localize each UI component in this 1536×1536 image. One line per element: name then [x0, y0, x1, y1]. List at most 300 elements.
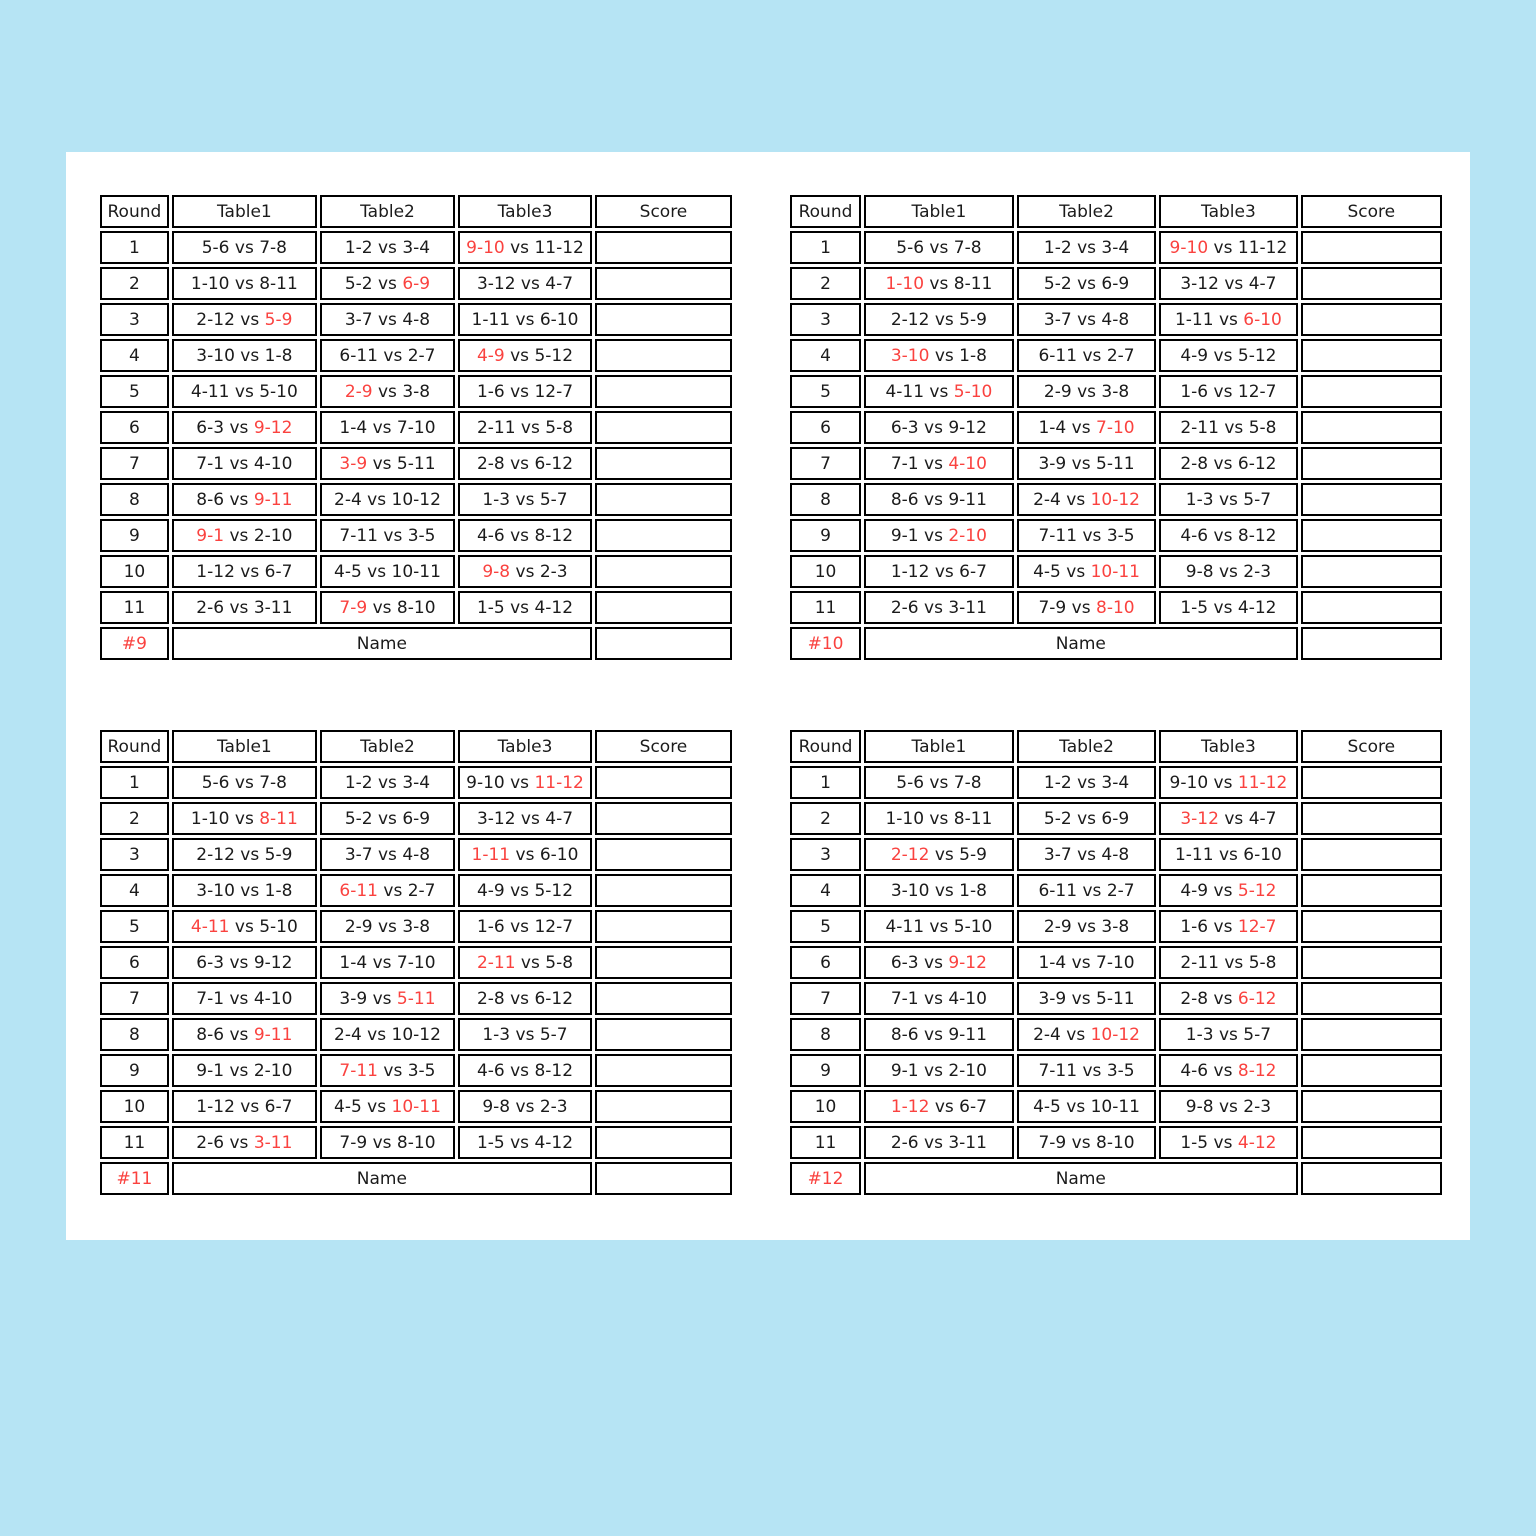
match-pair-b: 6-9 — [402, 273, 431, 294]
column-header-table3: Table3 — [1159, 195, 1297, 228]
match-pair-b: 12-7 — [534, 381, 574, 402]
match-pair-b: 8-10 — [1096, 1132, 1135, 1153]
match-pair-a: 9-10 — [466, 237, 505, 258]
card-number-cell: #10 — [790, 627, 861, 660]
match-pair-b: 3-5 — [1106, 525, 1135, 546]
match-pair-a: 1-3 — [1185, 1024, 1214, 1045]
match-cell: 2-9 vs 3-8 — [320, 910, 455, 943]
score-cell — [1301, 591, 1442, 624]
match-pair-a: 2-12 — [890, 844, 930, 865]
match-pair-b: 8-12 — [1237, 1060, 1277, 1081]
round-number-cell: 8 — [790, 483, 861, 516]
match-pair-b: 5-11 — [396, 988, 436, 1009]
match-cell: 3-9 vs 5-11 — [320, 982, 455, 1015]
match-cell: 2-12 vs 5-9 — [864, 838, 1014, 871]
match-cell: 8-6 vs 9-11 — [172, 1018, 317, 1051]
match-cell: 3-12 vs 4-7 — [1159, 267, 1297, 300]
score-cell — [1301, 874, 1442, 907]
match-cell: 1-12 vs 6-7 — [864, 1090, 1014, 1123]
match-pair-a: 3-9 — [1038, 453, 1067, 474]
match-pair-b: 3-11 — [948, 597, 987, 618]
match-cell: 4-5 vs 10-11 — [1017, 555, 1157, 588]
match-pair-a: 4-5 — [334, 561, 362, 582]
match-cell: 2-12 vs 5-9 — [864, 303, 1014, 336]
round-number-cell: 9 — [100, 1054, 169, 1087]
match-cell: 2-9 vs 3-8 — [320, 375, 455, 408]
column-header-round: Round — [790, 195, 861, 228]
name-cell: Name — [172, 627, 592, 660]
match-pair-b: 11-12 — [1237, 237, 1288, 258]
round-row — [790, 874, 1442, 907]
match-pair-a: 4-11 — [885, 381, 925, 402]
match-pair-a: 5-2 — [344, 273, 373, 294]
match-cell: 1-5 vs 4-12 — [458, 591, 592, 624]
match-pair-a: 3-7 — [344, 309, 373, 330]
match-cell: 7-11 vs 3-5 — [1017, 1054, 1157, 1087]
match-pair-a: 3-10 — [890, 880, 930, 901]
round-row — [790, 1126, 1442, 1159]
match-pair-a: 2-12 — [196, 309, 235, 330]
match-cell: 6-11 vs 2-7 — [1017, 874, 1157, 907]
match-pair-a: 5-2 — [1043, 273, 1072, 294]
score-cell — [1301, 982, 1442, 1015]
match-cell: 3-12 vs 4-7 — [458, 802, 592, 835]
match-cell: 5-2 vs 6-9 — [320, 802, 455, 835]
match-pair-a: 7-11 — [1038, 525, 1078, 546]
round-number-cell: 7 — [100, 447, 169, 480]
score-cell — [595, 1126, 732, 1159]
round-row — [100, 946, 732, 979]
match-pair-b: 3-5 — [407, 525, 436, 546]
match-cell: 4-5 vs 10-11 — [320, 555, 455, 588]
match-pair-a: 1-10 — [885, 808, 925, 829]
match-cell: 1-6 vs 12-7 — [1159, 375, 1297, 408]
match-pair-a: 2-6 — [890, 597, 919, 618]
round-number-cell: 4 — [790, 874, 861, 907]
column-header-table2: Table2 — [320, 730, 455, 763]
round-number-cell: 11 — [790, 591, 861, 624]
match-pair-a: 7-11 — [339, 525, 378, 546]
match-pair-b: 7-8 — [953, 772, 982, 793]
column-header-score: Score — [595, 195, 732, 228]
match-pair-a: 3-12 — [1180, 808, 1219, 829]
match-cell: 2-12 vs 5-9 — [172, 838, 317, 871]
score-cell — [1301, 411, 1442, 444]
match-cell: 9-10 vs 11-12 — [1159, 766, 1297, 799]
match-cell: 5-6 vs 7-8 — [864, 231, 1014, 264]
match-cell: 7-11 vs 3-5 — [320, 1054, 455, 1087]
round-row — [100, 231, 732, 264]
match-cell: 1-5 vs 4-12 — [458, 1126, 592, 1159]
match-pair-a: 7-9 — [1038, 597, 1067, 618]
match-pair-b: 2-7 — [407, 880, 436, 901]
score-cell — [595, 1054, 732, 1087]
match-pair-a: 2-9 — [344, 916, 373, 937]
score-cell — [595, 303, 732, 336]
match-pair-b: 5-9 — [264, 844, 293, 865]
round-row — [790, 303, 1442, 336]
score-cell — [595, 1090, 732, 1123]
match-cell: 9-10 vs 11-12 — [458, 766, 592, 799]
round-number-cell: 5 — [100, 375, 169, 408]
match-pair-a: 2-4 — [334, 489, 362, 510]
match-pair-b: 4-12 — [1237, 597, 1277, 618]
match-pair-b: 7-8 — [259, 237, 287, 258]
match-cell: 7-9 vs 8-10 — [1017, 591, 1157, 624]
round-number-cell: 7 — [790, 447, 861, 480]
round-row — [790, 447, 1442, 480]
column-header-round: Round — [100, 730, 169, 763]
match-pair-a: 3-9 — [339, 988, 368, 1009]
match-cell: 1-5 vs 4-12 — [1159, 1126, 1297, 1159]
match-pair-b: 10-12 — [391, 1024, 441, 1045]
score-cell — [1301, 303, 1442, 336]
match-pair-a: 1-6 — [476, 916, 505, 937]
match-cell: 7-1 vs 4-10 — [864, 447, 1014, 480]
match-pair-a: 4-9 — [476, 880, 505, 901]
match-pair-b: 6-7 — [264, 561, 293, 582]
round-row — [100, 339, 732, 372]
score-cell — [1301, 267, 1442, 300]
round-row — [100, 982, 732, 1015]
match-cell: 4-11 vs 5-10 — [864, 375, 1014, 408]
match-cell: 4-11 vs 5-10 — [172, 375, 317, 408]
match-pair-a: 4-6 — [476, 1060, 505, 1081]
match-pair-a: 1-12 — [196, 1096, 235, 1117]
match-pair-a: 1-5 — [1180, 597, 1209, 618]
match-pair-a: 2-4 — [334, 1024, 362, 1045]
match-pair-a: 1-6 — [476, 381, 505, 402]
match-pair-b: 2-7 — [1106, 880, 1135, 901]
round-number-cell: 11 — [100, 591, 169, 624]
round-number-cell: 6 — [100, 946, 169, 979]
match-pair-a: 1-5 — [1180, 1132, 1209, 1153]
score-cell — [1301, 946, 1442, 979]
match-cell: 1-3 vs 5-7 — [1159, 483, 1297, 516]
match-pair-a: 5-6 — [201, 772, 230, 793]
match-pair-b: 5-10 — [259, 916, 298, 937]
round-number-cell: 11 — [790, 1126, 861, 1159]
match-pair-b: 5-8 — [545, 952, 574, 973]
match-pair-b: 5-12 — [1237, 880, 1277, 901]
match-cell: 2-8 vs 6-12 — [458, 982, 592, 1015]
match-pair-a: 4-5 — [1033, 1096, 1061, 1117]
match-pair-a: 6-11 — [1038, 880, 1078, 901]
match-pair-b: 5-11 — [1096, 988, 1135, 1009]
score-card-11 — [97, 727, 735, 1198]
score-cell — [1301, 483, 1442, 516]
round-number-cell: 2 — [790, 267, 861, 300]
match-pair-b: 4-8 — [402, 309, 431, 330]
match-pair-a: 1-10 — [190, 273, 230, 294]
match-pair-a: 1-11 — [1174, 309, 1214, 330]
match-pair-b: 9-11 — [948, 489, 987, 510]
match-cell: 2-11 vs 5-8 — [1159, 946, 1297, 979]
score-cell — [1301, 1054, 1442, 1087]
match-cell: 3-7 vs 4-8 — [320, 838, 455, 871]
match-cell: 2-4 vs 10-12 — [1017, 1018, 1157, 1051]
match-cell: 3-9 vs 5-11 — [1017, 447, 1157, 480]
round-number-cell: 6 — [100, 411, 169, 444]
name-cell: Name — [864, 627, 1298, 660]
match-pair-a: 5-6 — [896, 237, 925, 258]
match-pair-a: 1-12 — [196, 561, 235, 582]
match-pair-b: 5-7 — [1243, 1024, 1272, 1045]
match-pair-a: 2-12 — [890, 309, 930, 330]
match-cell: 4-5 vs 10-11 — [1017, 1090, 1157, 1123]
match-pair-a: 9-1 — [196, 525, 225, 546]
match-cell: 4-9 vs 5-12 — [1159, 339, 1297, 372]
match-pair-a: 6-3 — [196, 417, 225, 438]
match-pair-a: 2-9 — [1043, 381, 1072, 402]
match-pair-b: 1-8 — [959, 880, 987, 901]
match-pair-a: 2-4 — [1033, 1024, 1061, 1045]
match-pair-a: 1-10 — [190, 808, 230, 829]
match-pair-b: 2-10 — [253, 525, 293, 546]
match-pair-b: 6-9 — [402, 808, 431, 829]
match-cell: 1-12 vs 6-7 — [864, 555, 1014, 588]
round-row — [790, 375, 1442, 408]
match-pair-a: 8-6 — [890, 1024, 919, 1045]
round-number-cell: 3 — [100, 838, 169, 871]
column-header-table2: Table2 — [320, 195, 455, 228]
score-cell — [595, 1018, 732, 1051]
match-cell: 9-1 vs 2-10 — [172, 1054, 317, 1087]
column-header-score: Score — [1301, 730, 1442, 763]
match-pair-a: 4-9 — [1180, 880, 1209, 901]
match-pair-b: 5-11 — [1096, 453, 1135, 474]
match-cell: 6-3 vs 9-12 — [864, 946, 1014, 979]
match-pair-b: 8-12 — [1237, 525, 1277, 546]
match-cell: 2-11 vs 5-8 — [458, 946, 592, 979]
match-cell: 2-11 vs 5-8 — [458, 411, 592, 444]
match-pair-a: 2-8 — [476, 453, 505, 474]
match-pair-a: 9-1 — [196, 1060, 225, 1081]
match-pair-b: 6-7 — [959, 561, 987, 582]
score-cell — [595, 339, 732, 372]
round-number-cell: 1 — [790, 231, 861, 264]
match-pair-b: 8-11 — [259, 273, 298, 294]
round-number-cell: 7 — [790, 982, 861, 1015]
match-cell: 4-9 vs 5-12 — [458, 339, 592, 372]
match-pair-b: 8-12 — [534, 525, 574, 546]
header-row — [100, 195, 732, 228]
match-pair-b: 4-7 — [545, 273, 574, 294]
match-cell: 5-6 vs 7-8 — [172, 766, 317, 799]
score-cell — [595, 519, 732, 552]
round-number-cell: 2 — [100, 267, 169, 300]
match-pair-b: 6-9 — [1101, 273, 1130, 294]
match-pair-a: 1-6 — [1180, 381, 1209, 402]
match-cell: 1-6 vs 12-7 — [458, 375, 592, 408]
match-pair-a: 3-9 — [339, 453, 368, 474]
match-cell: 9-1 vs 2-10 — [172, 519, 317, 552]
match-pair-b: 5-7 — [1243, 489, 1272, 510]
match-cell: 3-7 vs 4-8 — [320, 303, 455, 336]
match-pair-b: 6-12 — [1237, 453, 1277, 474]
match-cell: 3-10 vs 1-8 — [172, 339, 317, 372]
match-cell: 5-6 vs 7-8 — [864, 766, 1014, 799]
score-cell — [595, 874, 732, 907]
match-pair-b: 6-10 — [539, 844, 579, 865]
match-pair-b: 7-10 — [396, 417, 436, 438]
match-cell: 1-3 vs 5-7 — [458, 483, 592, 516]
match-cell: 1-10 vs 8-11 — [864, 267, 1014, 300]
match-pair-a: 3-12 — [476, 808, 516, 829]
round-row — [790, 411, 1442, 444]
round-row — [790, 267, 1442, 300]
match-pair-b: 5-10 — [259, 381, 298, 402]
name-cell: Name — [172, 1162, 592, 1195]
match-pair-a: 2-6 — [196, 1132, 225, 1153]
score-cell — [1301, 1090, 1442, 1123]
score-cell — [595, 591, 732, 624]
match-pair-b: 10-11 — [391, 1096, 441, 1117]
match-pair-b: 10-11 — [1090, 561, 1140, 582]
match-pair-b: 9-12 — [948, 417, 987, 438]
round-number-cell: 9 — [790, 1054, 861, 1087]
round-number-cell: 6 — [790, 946, 861, 979]
round-number-cell: 4 — [100, 339, 169, 372]
match-cell: 5-2 vs 6-9 — [1017, 802, 1157, 835]
match-pair-b: 8-11 — [259, 808, 298, 829]
match-cell: 1-2 vs 3-4 — [320, 766, 455, 799]
match-pair-b: 9-11 — [253, 1024, 293, 1045]
match-cell: 6-11 vs 2-7 — [320, 339, 455, 372]
round-row — [100, 766, 732, 799]
match-pair-b: 1-8 — [264, 345, 293, 366]
match-cell: 1-4 vs 7-10 — [320, 946, 455, 979]
match-pair-a: 6-3 — [890, 952, 919, 973]
match-pair-a: 9-8 — [482, 1096, 511, 1117]
match-pair-a: 2-11 — [1180, 952, 1219, 973]
match-pair-a: 8-6 — [196, 1024, 225, 1045]
match-cell: 9-8 vs 2-3 — [458, 1090, 592, 1123]
match-pair-b: 4-7 — [545, 808, 574, 829]
match-pair-b: 9-12 — [253, 952, 293, 973]
match-pair-b: 6-12 — [534, 988, 574, 1009]
match-pair-b: 5-9 — [959, 309, 987, 330]
column-header-round: Round — [790, 730, 861, 763]
card-number-cell: #12 — [790, 1162, 861, 1195]
score-card-9 — [97, 192, 735, 663]
round-row — [100, 910, 732, 943]
match-cell: 1-4 vs 7-10 — [1017, 946, 1157, 979]
match-cell: 9-10 vs 11-12 — [1159, 231, 1297, 264]
match-cell: 2-11 vs 5-8 — [1159, 411, 1297, 444]
match-cell: 5-2 vs 6-9 — [320, 267, 455, 300]
match-cell: 8-6 vs 9-11 — [864, 1018, 1014, 1051]
match-pair-b: 8-10 — [1096, 597, 1135, 618]
match-pair-b: 5-11 — [396, 453, 436, 474]
match-cell: 9-1 vs 2-10 — [864, 519, 1014, 552]
match-pair-a: 1-3 — [482, 1024, 511, 1045]
round-number-cell: 5 — [790, 910, 861, 943]
match-pair-b: 11-12 — [534, 237, 584, 258]
match-cell: 1-3 vs 5-7 — [458, 1018, 592, 1051]
match-cell: 1-6 vs 12-7 — [458, 910, 592, 943]
match-cell: 2-4 vs 10-12 — [320, 483, 455, 516]
match-pair-a: 3-10 — [196, 345, 235, 366]
round-row — [790, 339, 1442, 372]
column-header-table1: Table1 — [864, 195, 1014, 228]
match-pair-b: 3-5 — [407, 1060, 436, 1081]
match-pair-b: 10-12 — [1090, 489, 1140, 510]
round-number-cell: 2 — [790, 802, 861, 835]
match-pair-b: 12-7 — [534, 916, 574, 937]
match-pair-a: 2-8 — [1180, 988, 1209, 1009]
match-pair-a: 1-4 — [1038, 952, 1067, 973]
match-cell: 3-10 vs 1-8 — [864, 339, 1014, 372]
match-pair-a: 2-11 — [476, 952, 516, 973]
score-cell — [1301, 519, 1442, 552]
match-cell: 2-4 vs 10-12 — [320, 1018, 455, 1051]
round-row — [790, 231, 1442, 264]
match-pair-b: 4-7 — [1248, 273, 1277, 294]
match-pair-b: 4-12 — [534, 597, 574, 618]
round-row — [790, 1018, 1442, 1051]
round-number-cell: 8 — [100, 483, 169, 516]
match-cell: 7-9 vs 8-10 — [1017, 1126, 1157, 1159]
round-number-cell: 9 — [790, 519, 861, 552]
match-cell: 1-2 vs 3-4 — [1017, 766, 1157, 799]
round-row — [100, 447, 732, 480]
round-row — [790, 766, 1442, 799]
match-cell: 1-3 vs 5-7 — [1159, 1018, 1297, 1051]
round-number-cell: 3 — [100, 303, 169, 336]
score-cell — [595, 802, 732, 835]
column-header-round: Round — [100, 195, 169, 228]
round-row — [100, 483, 732, 516]
match-cell: 3-12 vs 4-7 — [1159, 802, 1297, 835]
match-pair-a: 7-9 — [339, 597, 368, 618]
match-cell: 7-1 vs 4-10 — [172, 447, 317, 480]
match-cell: 2-4 vs 10-12 — [1017, 483, 1157, 516]
match-pair-b: 6-10 — [1243, 309, 1282, 330]
match-cell: 3-10 vs 1-8 — [172, 874, 317, 907]
match-pair-b: 5-9 — [264, 309, 293, 330]
match-pair-a: 4-5 — [334, 1096, 362, 1117]
round-row — [790, 591, 1442, 624]
column-header-table1: Table1 — [172, 730, 317, 763]
match-cell: 3-10 vs 1-8 — [864, 874, 1014, 907]
match-cell: 8-6 vs 9-11 — [864, 483, 1014, 516]
match-cell: 4-6 vs 8-12 — [458, 519, 592, 552]
match-pair-b: 10-12 — [391, 489, 441, 510]
match-cell: 3-9 vs 5-11 — [320, 447, 455, 480]
round-number-cell: 10 — [790, 1090, 861, 1123]
match-pair-b: 5-10 — [953, 916, 993, 937]
match-pair-a: 1-2 — [344, 237, 373, 258]
round-row — [790, 802, 1442, 835]
round-row — [100, 519, 732, 552]
match-pair-a: 7-1 — [890, 453, 919, 474]
match-pair-a: 4-11 — [190, 381, 230, 402]
score-cell — [595, 483, 732, 516]
round-number-cell: 10 — [100, 555, 169, 588]
match-pair-b: 3-11 — [253, 1132, 293, 1153]
match-pair-b: 9-12 — [253, 417, 293, 438]
match-pair-a: 9-8 — [1185, 1096, 1214, 1117]
round-row — [100, 874, 732, 907]
round-number-cell: 10 — [100, 1090, 169, 1123]
match-pair-a: 1-4 — [339, 417, 368, 438]
match-cell: 4-11 vs 5-10 — [864, 910, 1014, 943]
round-row — [100, 1018, 732, 1051]
header-row — [790, 195, 1442, 228]
match-pair-a: 6-11 — [339, 345, 378, 366]
match-pair-a: 9-8 — [482, 561, 511, 582]
